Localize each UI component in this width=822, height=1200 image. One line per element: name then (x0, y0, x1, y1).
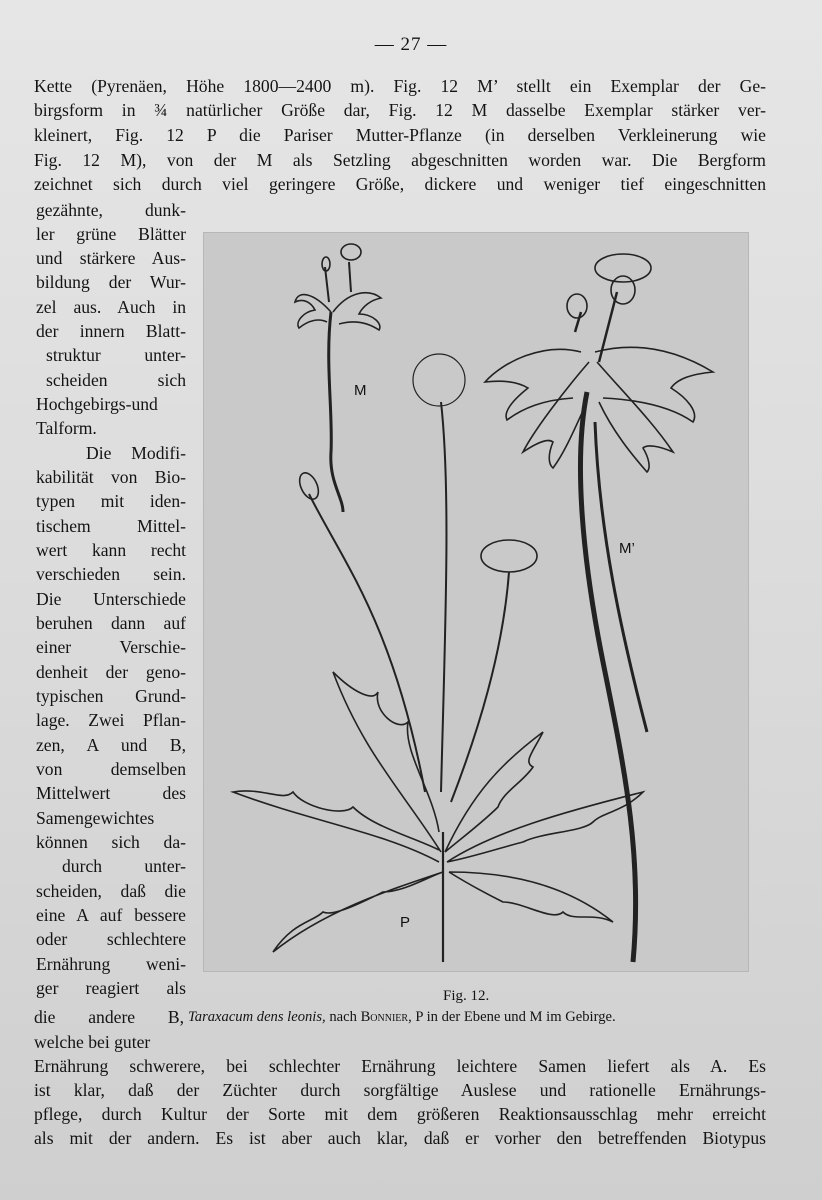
caption-rest: P in der Ebene und M im Gebirge. (415, 1009, 616, 1025)
text-line: Die Modifi- (86, 443, 186, 463)
figure-number: Fig. 12. (443, 988, 490, 1004)
text-line: Hochgebirgs-und (36, 394, 158, 414)
text-line: bildung der Wur- (36, 272, 186, 292)
caption-species: Taraxacum dens leonis, (188, 1009, 326, 1025)
text-line: Die Unterschiede (36, 589, 186, 609)
text-line: die andere B, (34, 1007, 184, 1027)
text-line: verschieden sein. (36, 564, 186, 584)
text-line: beruhen dann auf (36, 613, 186, 633)
text-line: von demselben (36, 759, 186, 779)
text-line: Kette (Pyrenäen, Höhe 1800—2400 m). Fig. 12 M’ stellt ein Exemplar der Ge- (34, 76, 766, 96)
caption-nach: nach (329, 1009, 357, 1025)
text-line: zen, A und B, (36, 735, 186, 755)
text-line: wert kann recht (36, 540, 186, 560)
text-line: Ernährung weni- (36, 954, 186, 974)
text-line: zeichnet sich durch viel geringere Größe, dickere und weniger tief eingeschnitten (34, 174, 766, 194)
text-line: Samengewichtes (36, 808, 155, 828)
caption-author: Bonnier, (360, 1009, 412, 1025)
figure-caption (188, 1009, 753, 1026)
figure-label-m-prime: M’ (619, 540, 635, 557)
text-line: struktur unter- (46, 345, 186, 365)
text-line: Fig. 12 M), von der M als Setzling abgeschnitten worden war. Die Bergform (34, 150, 766, 170)
text-line: der innern Blatt- (36, 321, 186, 341)
text-line: denheit der geno- (36, 662, 186, 682)
text-line: kabilität von Bio- (36, 467, 186, 487)
text-line: pflege, durch Kultur der Sorte mit dem größeren Reaktionsausschlag mehr erreicht (34, 1104, 766, 1124)
text-line: ist klar, daß der Züchter durch sorgfältige Auslese und rationelle Ernährungs- (34, 1080, 766, 1100)
text-line: scheiden sich (46, 370, 186, 390)
text-line: oder schlechtere (36, 929, 186, 949)
text-line: ler grüne Blätter (36, 224, 186, 244)
text-line: ger reagiert als (36, 978, 186, 998)
text-line: als mit der andern. Es ist aber auch klar, daß er vorher den betreffenden Biotypus (34, 1128, 766, 1148)
text-line: Ernährung schwerere, bei schlechter Ernährung leichtere Samen liefert als A. Es (34, 1056, 766, 1076)
text-line: können sich da- (36, 832, 186, 852)
dandelion-figure (203, 232, 749, 972)
text-line: gezähnte, dunk- (36, 200, 186, 220)
figure-label-m: M (354, 382, 367, 399)
text-line: Talform. (36, 418, 97, 438)
text-line: scheiden, daß die (36, 881, 186, 901)
text-line: und stärkere Aus- (36, 248, 186, 268)
text-line: durch unter- (62, 856, 186, 876)
dandelion-illustration (203, 232, 749, 972)
text-line: eine A auf bessere (36, 905, 186, 925)
text-line: Mittelwert des (36, 783, 186, 803)
text-line: typischen Grund- (36, 686, 186, 706)
text-line: zel aus. Auch in (36, 297, 186, 317)
text-line: typen mit iden- (36, 491, 186, 511)
figure-label-p: P (400, 914, 411, 931)
text-line: kleinert, Fig. 12 P die Pariser Mutter-Pflanze (in derselben Verkleinerung wie (34, 125, 766, 145)
text-line: lage. Zwei Pflan- (36, 710, 186, 730)
page-number: — 27 — (374, 34, 448, 55)
text-line: tischem Mittel- (36, 516, 186, 536)
text-line: welche bei guter (34, 1032, 151, 1052)
text-line: birgsform in ¾ natürlicher Größe dar, Fig. 12 M dasselbe Exemplar stärker ver- (34, 100, 766, 120)
text-line: einer Verschie- (36, 637, 186, 657)
